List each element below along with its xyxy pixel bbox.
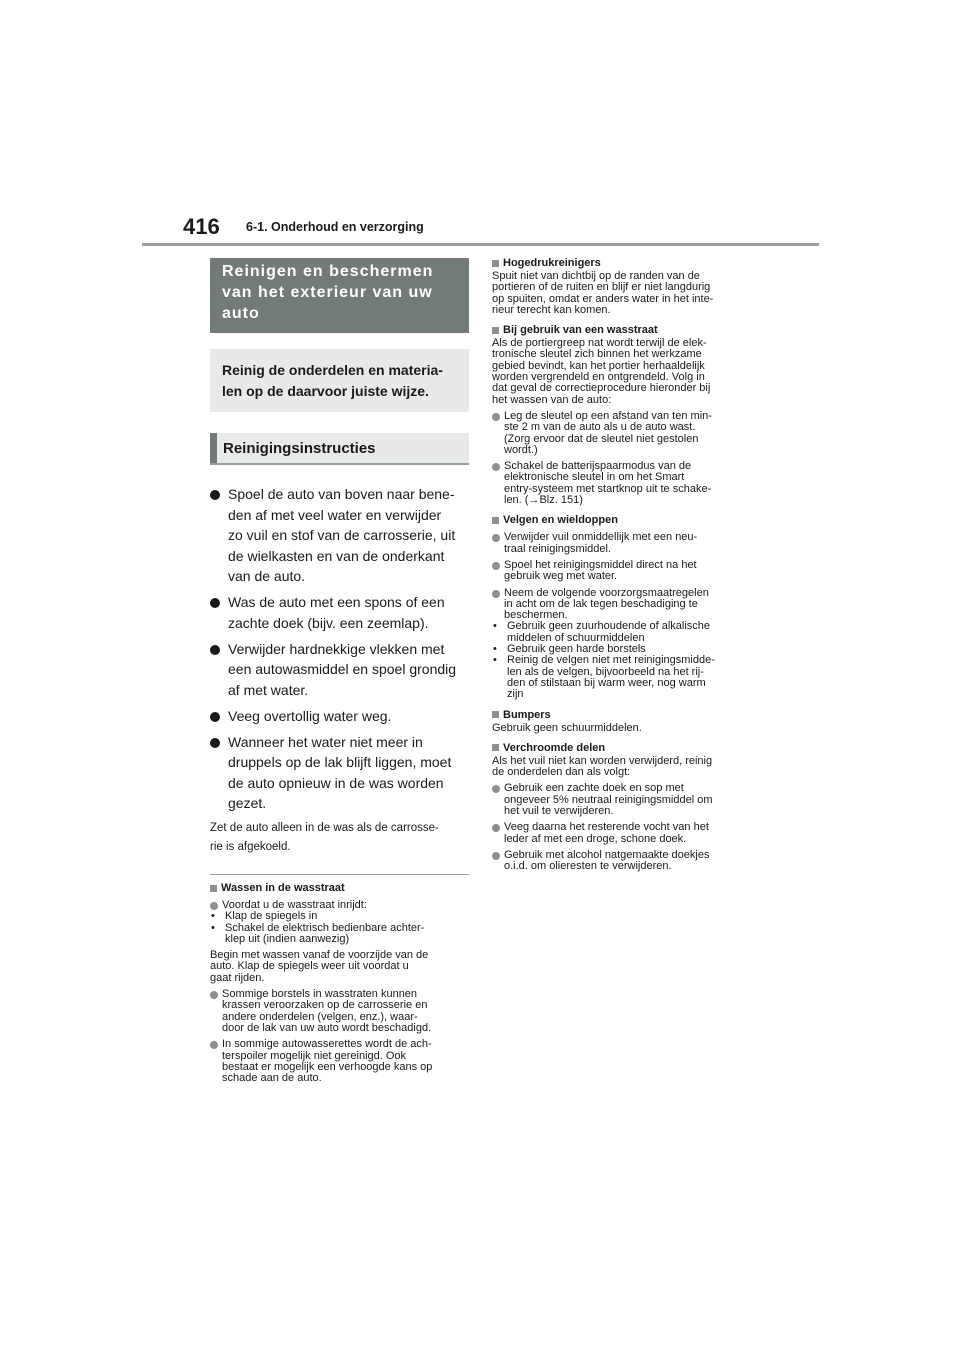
notes-divider xyxy=(210,874,469,875)
circle-bullet-icon xyxy=(492,824,500,832)
note-paragraph: Als de portiergreep nat wordt terwijl de elek- tronische sleutel zich binnen het werkzame gebied bevindt, kan het portier herhaaldelijk worden vergrendeld en ontgrendeld. Volg in dat geval de correctieprocedure hieronder bij het wassen van de auto: xyxy=(492,337,711,406)
note-paragraph: Spuit niet van dichtbij op de randen van de portieren of de ruiten en blijf er niet langdurig op spuiten, omdat er anders water in het inte- rieur terecht kan komen. xyxy=(492,270,714,316)
note-heading: Hogedrukreinigers xyxy=(492,256,754,270)
sub-item: • Gebruik geen harde borstels xyxy=(493,643,646,656)
square-icon xyxy=(492,711,499,718)
circle-bullet-icon xyxy=(492,562,500,570)
note-text: Zet de auto alleen in de was als de carrosse- rie is afgekoeld. xyxy=(210,822,439,853)
circle-bullet-icon xyxy=(492,590,500,598)
note-item: In sommige autowasserettes wordt de ach- terspoiler mogelijk niet gereinigd. Ook bestaat er mogelijk een verhoogde kans op schade aan de auto. xyxy=(210,1039,469,1084)
sub-item: • Gebruik geen zuurhoudende of alkalische middelen of schuurmiddelen xyxy=(493,620,711,644)
sub-item: • Klap de spiegels in xyxy=(211,910,318,923)
subheading-bar xyxy=(210,433,217,463)
note-item: Neem de volgende voorzorgsmaatregelen in acht om de lak tegen beschadiging te beschermen. xyxy=(492,588,754,622)
bullet-icon xyxy=(210,645,220,655)
subheading: Reinigingsinstructies xyxy=(210,433,469,465)
note-item: Gebruik met alcohol natgemaakte doekjes o.i.d. om olieresten te verwijderen. xyxy=(492,850,754,873)
list-item: Was de auto met een spons of een zachte doek (bijv. een zeemlap). xyxy=(210,592,469,633)
circle-bullet-icon xyxy=(492,463,500,471)
bullet-icon xyxy=(210,598,220,608)
note-item: Sommige borstels in wasstraten kunnen krassen veroorzaken op de carrosserie en andere onderdelen (velgen, enz.), waar- door de lak van uw auto wordt beschadigd. xyxy=(210,989,469,1034)
circle-bullet-icon xyxy=(492,413,500,421)
circle-bullet-icon xyxy=(492,785,500,793)
list-item: Wanneer het water niet meer in druppels op de lak blijft liggen, moet de auto opnieuw in de was worden gezet. xyxy=(210,732,469,814)
note-heading: Verchroomde delen xyxy=(492,741,754,755)
notes-left xyxy=(210,881,469,1084)
note-paragraph: Gebruik geen schuurmiddelen. xyxy=(492,721,642,734)
list-item: Veeg overtollig water weg. xyxy=(210,706,469,727)
note-item: Gebruik een zachte doek en sop met ongeveer 5% neutraal reinigingsmiddel om het vuil te verwijderen. xyxy=(492,783,754,817)
list-item: Spoel de auto van boven naar bene- den af met veel water en verwijder zo vuil en stof van de carrosserie, uit de wielkasten en van de onderkant van de auto. xyxy=(210,484,469,587)
page-title: Reinigen en beschermen van het exterieur van uw auto xyxy=(210,258,469,333)
intro-box: Reinig de onderdelen en materia- len op de daarvoor juiste wijze. xyxy=(210,349,469,412)
bullet-icon xyxy=(210,490,220,500)
page-number: 416 xyxy=(183,214,220,239)
note-item: Veeg daarna het resterende vocht van het leder af met een droge, schone doek. xyxy=(492,822,754,845)
right-column xyxy=(492,256,754,872)
note-item: Verwijder vuil onmiddellijk met een neu- traal reinigingsmiddel. xyxy=(492,532,754,555)
circle-bullet-icon xyxy=(210,1041,218,1049)
bullet-icon xyxy=(210,738,220,748)
square-icon xyxy=(492,517,499,524)
note-paragraph: Als het vuil niet kan worden verwijderd, reinig de onderdelen dan als volgt: xyxy=(492,754,713,779)
header-rule xyxy=(142,243,819,246)
note-item: Spoel het reinigingsmiddel direct na het gebruik weg met water. xyxy=(492,560,754,583)
circle-bullet-icon xyxy=(492,534,500,542)
circle-bullet-icon xyxy=(492,852,500,860)
circle-bullet-icon xyxy=(210,902,218,910)
note-item: Leg de sleutel op een afstand van ten min- ste 2 m van de auto als u de auto wast. (Zorg ervoor dat de sleutel niet gestolen wordt.) xyxy=(492,411,754,456)
note-heading: Wassen in de wasstraat xyxy=(210,881,469,895)
left-column xyxy=(210,258,469,1084)
circle-bullet-icon xyxy=(210,991,218,999)
square-icon xyxy=(492,744,499,751)
sub-item: • Schakel de elektrisch bedienbare achter- klep uit (indien aanwezig) xyxy=(211,921,425,945)
square-icon xyxy=(492,260,499,267)
note-item: Schakel de batterijspaarmodus van de elektronische sleutel in om het Smart entry-systeem met startknop uit te schake- len. (→Blz. 151) xyxy=(492,461,754,506)
square-icon xyxy=(492,327,499,334)
instruction-list xyxy=(210,484,469,814)
note-heading: Bij gebruik van een wasstraat xyxy=(492,323,754,337)
page-reference: len. (→Blz. 151) xyxy=(504,494,583,507)
note-heading: Velgen en wieldoppen xyxy=(492,513,754,527)
sub-item: • Reinig de velgen niet met reinigingsmidde- len als de velgen, bijvoorbeeld na het rij- den of stilstaan bij warm weer, nog warm zijn xyxy=(493,654,715,701)
bullet-icon xyxy=(210,712,220,722)
note-paragraph: Begin met wassen vanaf de voorzijde van de auto. Klap de spiegels weer uit voordat u gaat rijden. xyxy=(210,949,429,984)
square-icon xyxy=(210,885,217,892)
note-item: Voordat u de wasstraat inrijdt: xyxy=(210,900,469,911)
list-item: Verwijder hardnekkige vlekken met een autowasmiddel en spoel grondig af met water. xyxy=(210,639,469,701)
section-title: 6-1. Onderhoud en verzorging xyxy=(246,220,424,234)
note-heading: Bumpers xyxy=(492,708,754,722)
